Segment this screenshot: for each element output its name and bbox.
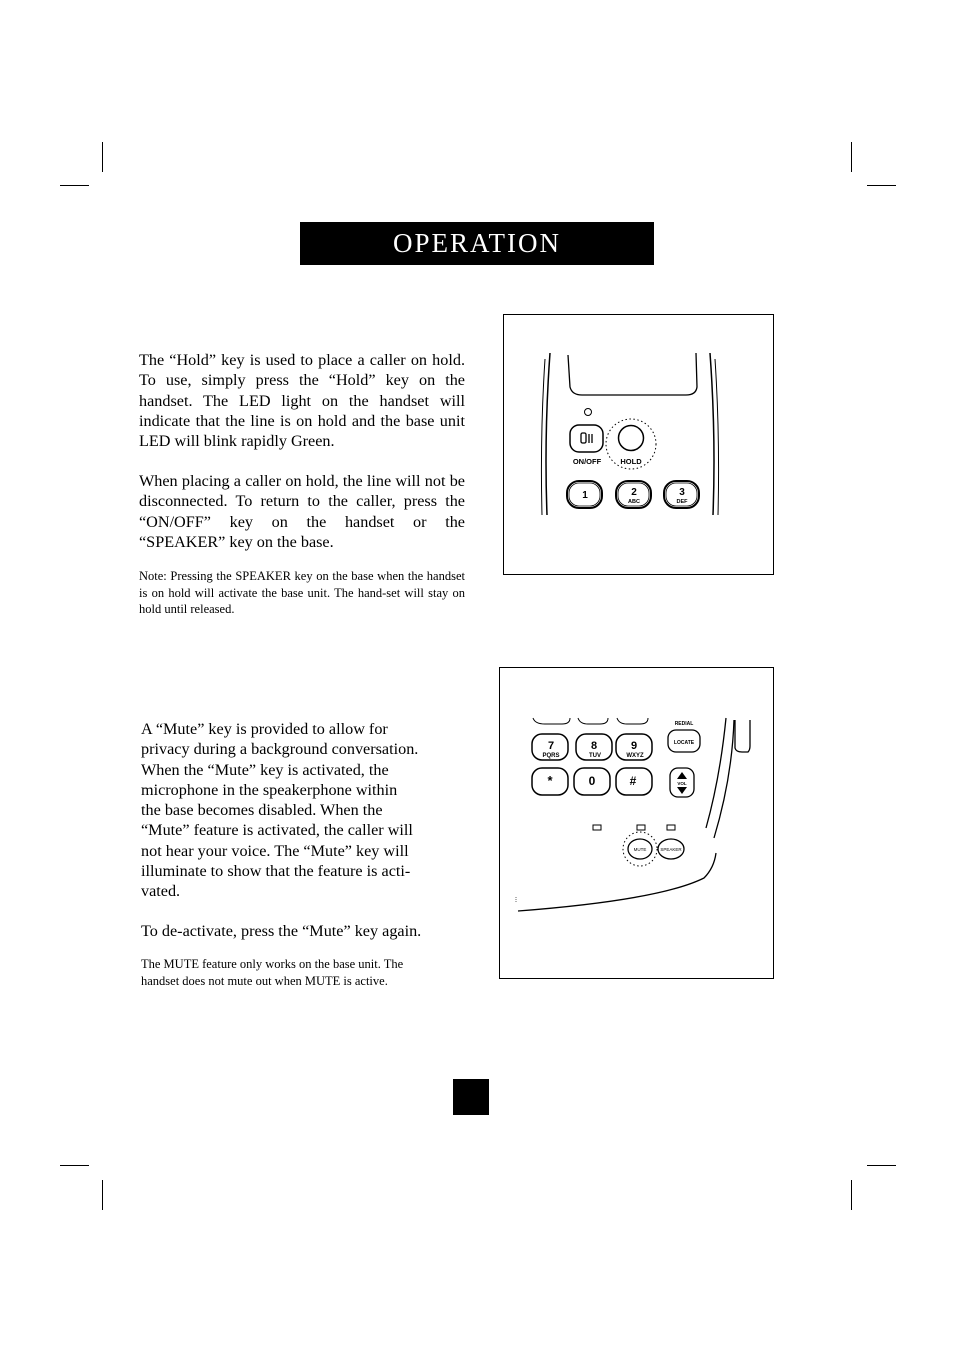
key-3 xyxy=(664,481,699,508)
crop-mark xyxy=(867,1165,896,1166)
speaker-label: SPEAKER xyxy=(660,847,682,852)
key-8 xyxy=(576,734,612,760)
key-1 xyxy=(567,481,602,508)
crop-mark xyxy=(867,185,896,186)
mute-deactivate-text: To de-activate, press the “Mute” key again. xyxy=(141,922,422,940)
svg-text:1: 1 xyxy=(582,490,588,501)
key-pound xyxy=(616,768,652,795)
crop-mark xyxy=(851,142,852,172)
hold-paragraph-1: The “Hold” key is used to place a caller on hold. To use, simply press the “Hold” key on the handset. The LED light on the handset will indicate that the line is on hold and the base unit LED will blink rapidly Green. xyxy=(139,351,465,451)
mute-paragraph: A “Mute” key is provided to allow for privacy during a background conversation. When the “Mute” key is activated, the microphone in the speakerphone within the base becomes disabled. When the “Mute” feature is activated, the caller will not hear your voice. The “Mute” key will illuminate to show that the feature is acti- vated. xyxy=(141,720,419,901)
crop-mark xyxy=(102,142,103,172)
hold-label: HOLD xyxy=(620,457,642,466)
hold-key xyxy=(619,426,644,451)
locate-label: LOCATE xyxy=(673,740,695,746)
key-9 xyxy=(616,734,652,760)
mute-led-indicator xyxy=(637,825,645,830)
key-2 xyxy=(616,481,651,508)
speaker-led-indicator xyxy=(667,825,675,830)
svg-text:9: 9 xyxy=(630,740,638,752)
key-star xyxy=(532,768,568,795)
led-indicator xyxy=(593,825,601,830)
base-mute-figure xyxy=(499,667,774,979)
hold-paragraph-2: When placing a caller on hold, the line will not be disconnected. To return to the caller, press the “ON/OFF” key on the handset or the “SPEAKER” key on the base. xyxy=(139,472,465,551)
key-0 xyxy=(574,768,610,795)
handset-hold-figure xyxy=(503,314,774,575)
svg-text:TUV: TUV xyxy=(589,753,601,759)
page-number-block xyxy=(453,1079,489,1115)
svg-text:#: # xyxy=(629,774,637,788)
svg-text:*: * xyxy=(547,773,553,788)
crop-mark xyxy=(60,185,89,186)
svg-text:WXYZ: WXYZ xyxy=(626,753,644,759)
hold-note: Note: Pressing the SPEAKER key on the base when the handset is on hold will activate the base unit. The hand-set will stay on hold until released. xyxy=(139,569,465,617)
svg-text:3: 3 xyxy=(679,487,685,498)
svg-text:PQRS: PQRS xyxy=(542,753,560,759)
redial-label: REDIAL xyxy=(674,721,694,727)
volume-label: VOL xyxy=(677,781,687,786)
crop-mark xyxy=(851,1180,852,1210)
page-title: OPERATION xyxy=(392,228,561,258)
svg-text:0: 0 xyxy=(588,774,596,788)
on-off-label: ON/OFF xyxy=(572,457,602,466)
svg-text:DEF: DEF xyxy=(676,499,688,505)
crop-mark xyxy=(102,1180,103,1210)
svg-text:7: 7 xyxy=(547,740,555,752)
crop-mark xyxy=(60,1165,89,1166)
key-7 xyxy=(532,734,568,760)
svg-text:ABC: ABC xyxy=(628,499,640,505)
mute-label: MUTE xyxy=(633,847,647,852)
svg-text:2: 2 xyxy=(631,487,637,498)
mute-note: The MUTE feature only works on the base unit. The handset does not mute out when MUTE is active. xyxy=(141,957,404,988)
svg-text:8: 8 xyxy=(590,740,598,752)
section-banner xyxy=(300,222,654,265)
